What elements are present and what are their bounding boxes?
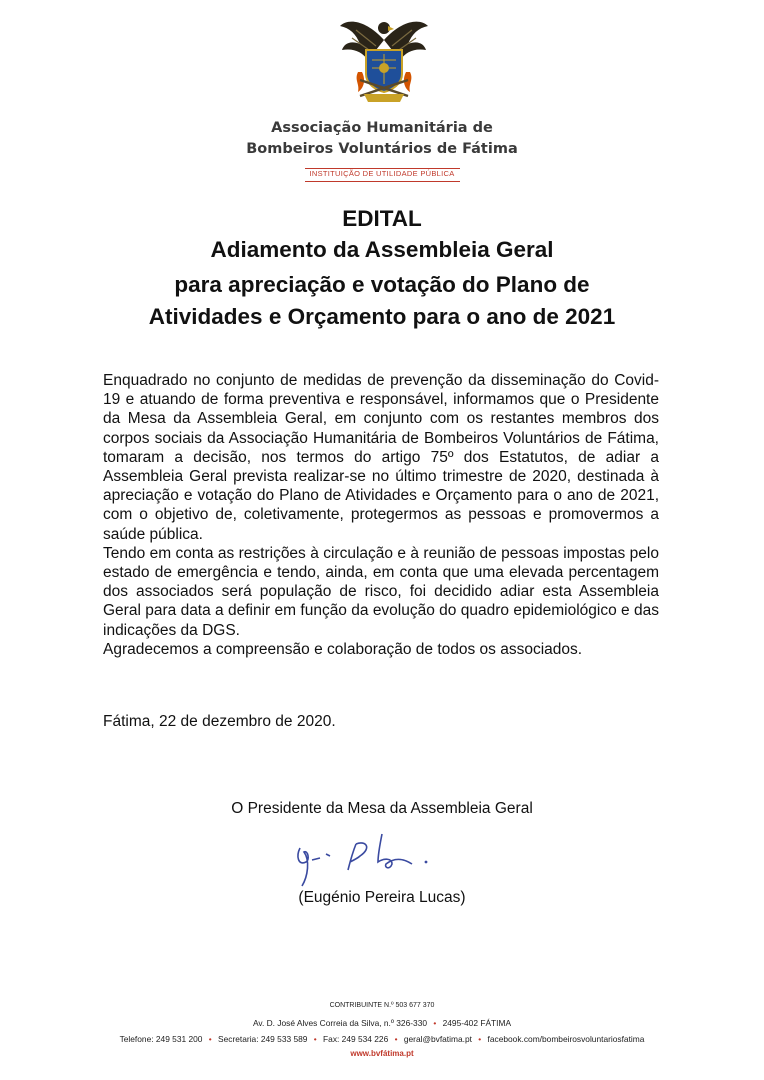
organization-name-line2: Bombeiros Voluntários de Fátima xyxy=(246,141,518,157)
footer-taxpayer-number: CONTRIBUINTE N.º 503 677 370 xyxy=(329,1002,435,1009)
document-title: EDITAL xyxy=(342,206,422,231)
paragraph: Agradecemos a compreensão e colaboração de todos os associados. xyxy=(103,640,583,658)
footer-address-line xyxy=(0,1018,764,1028)
footer-secretaria: Secretaria: 249 533 589 xyxy=(218,1034,308,1044)
footer-email: geral@bvfatima.pt xyxy=(403,1034,472,1044)
footer-facebook: facebook.com/bombeirosvoluntariosfatima xyxy=(487,1034,645,1044)
document-subtitle-line1: Adiamento da Assembleia Geral xyxy=(210,237,554,262)
separator-dot-icon: • xyxy=(394,1034,398,1044)
footer-postal-code: 2495-402 FÁTIMA xyxy=(442,1018,512,1028)
document-subtitle-line2: para apreciação e votação do Plano de xyxy=(174,272,590,297)
organization-name-line1: Associação Humanitária de xyxy=(271,120,493,136)
footer-contact-line xyxy=(0,1034,764,1044)
paragraph: Enquadrado no conjunto de medidas de prevenção da disseminação do Covid-19 e atuando de forma preventiva e responsável, informamos que o Presidente da Mesa da Assembleia Geral, em conjunto com os restantes membros dos corpos sociais da Associação Humanitária de Bombeiros Voluntários de Fátima, tomaram a decisão, nos termos do artigo 75º dos Estatutos, de adiar a Assembleia Geral prevista realizar-se no último trimestre de 2020, destinada à apreciação e votação do Plano de Atividades e Orçamento para o ano de 2021, com o objetivo de, coletivamente, protegermos as pessoas e promovermos a saúde pública. xyxy=(103,372,659,543)
association-logo xyxy=(336,10,432,110)
public-utility-label: INSTITUIÇÃO DE UTILIDADE PÚBLICA xyxy=(309,169,455,178)
separator-dot-icon: • xyxy=(208,1034,212,1044)
footer-website: www.bvfátima.pt xyxy=(350,1049,414,1058)
footer-fax: Fax: 249 534 226 xyxy=(323,1034,389,1044)
footer-address: Av. D. José Alves Correia da Silva, n.º 326-330 xyxy=(252,1018,428,1028)
signatory-role: O Presidente da Mesa da Assembleia Geral xyxy=(231,800,533,817)
document-subtitle-line3: Atividades e Orçamento para o ano de 2021 xyxy=(148,304,616,329)
date-line: Fátima, 22 de dezembro de 2020. xyxy=(103,713,336,730)
handwritten-signature xyxy=(286,826,456,888)
separator-dot-icon: • xyxy=(313,1034,317,1044)
separator-dot-icon: • xyxy=(433,1018,437,1028)
footer-phone: Telefone: 249 531 200 xyxy=(119,1034,203,1044)
eagle-emblem-icon xyxy=(336,10,432,110)
signatory-name: (Eugénio Pereira Lucas) xyxy=(298,889,466,906)
separator-dot-icon: • xyxy=(478,1034,482,1044)
paragraph: Tendo em conta as restrições à circulação e à reunião de pessoas impostas pelo estado de emergência e tendo, ainda, em conta que uma elevada percentagem dos associados será população de risco, foi decidido adiar esta Assembleia Geral para data a definir em função da evolução do quadro epidemiológico e das indicações da DGS. xyxy=(103,544,659,639)
divider xyxy=(305,181,460,182)
notice-body xyxy=(103,371,659,659)
